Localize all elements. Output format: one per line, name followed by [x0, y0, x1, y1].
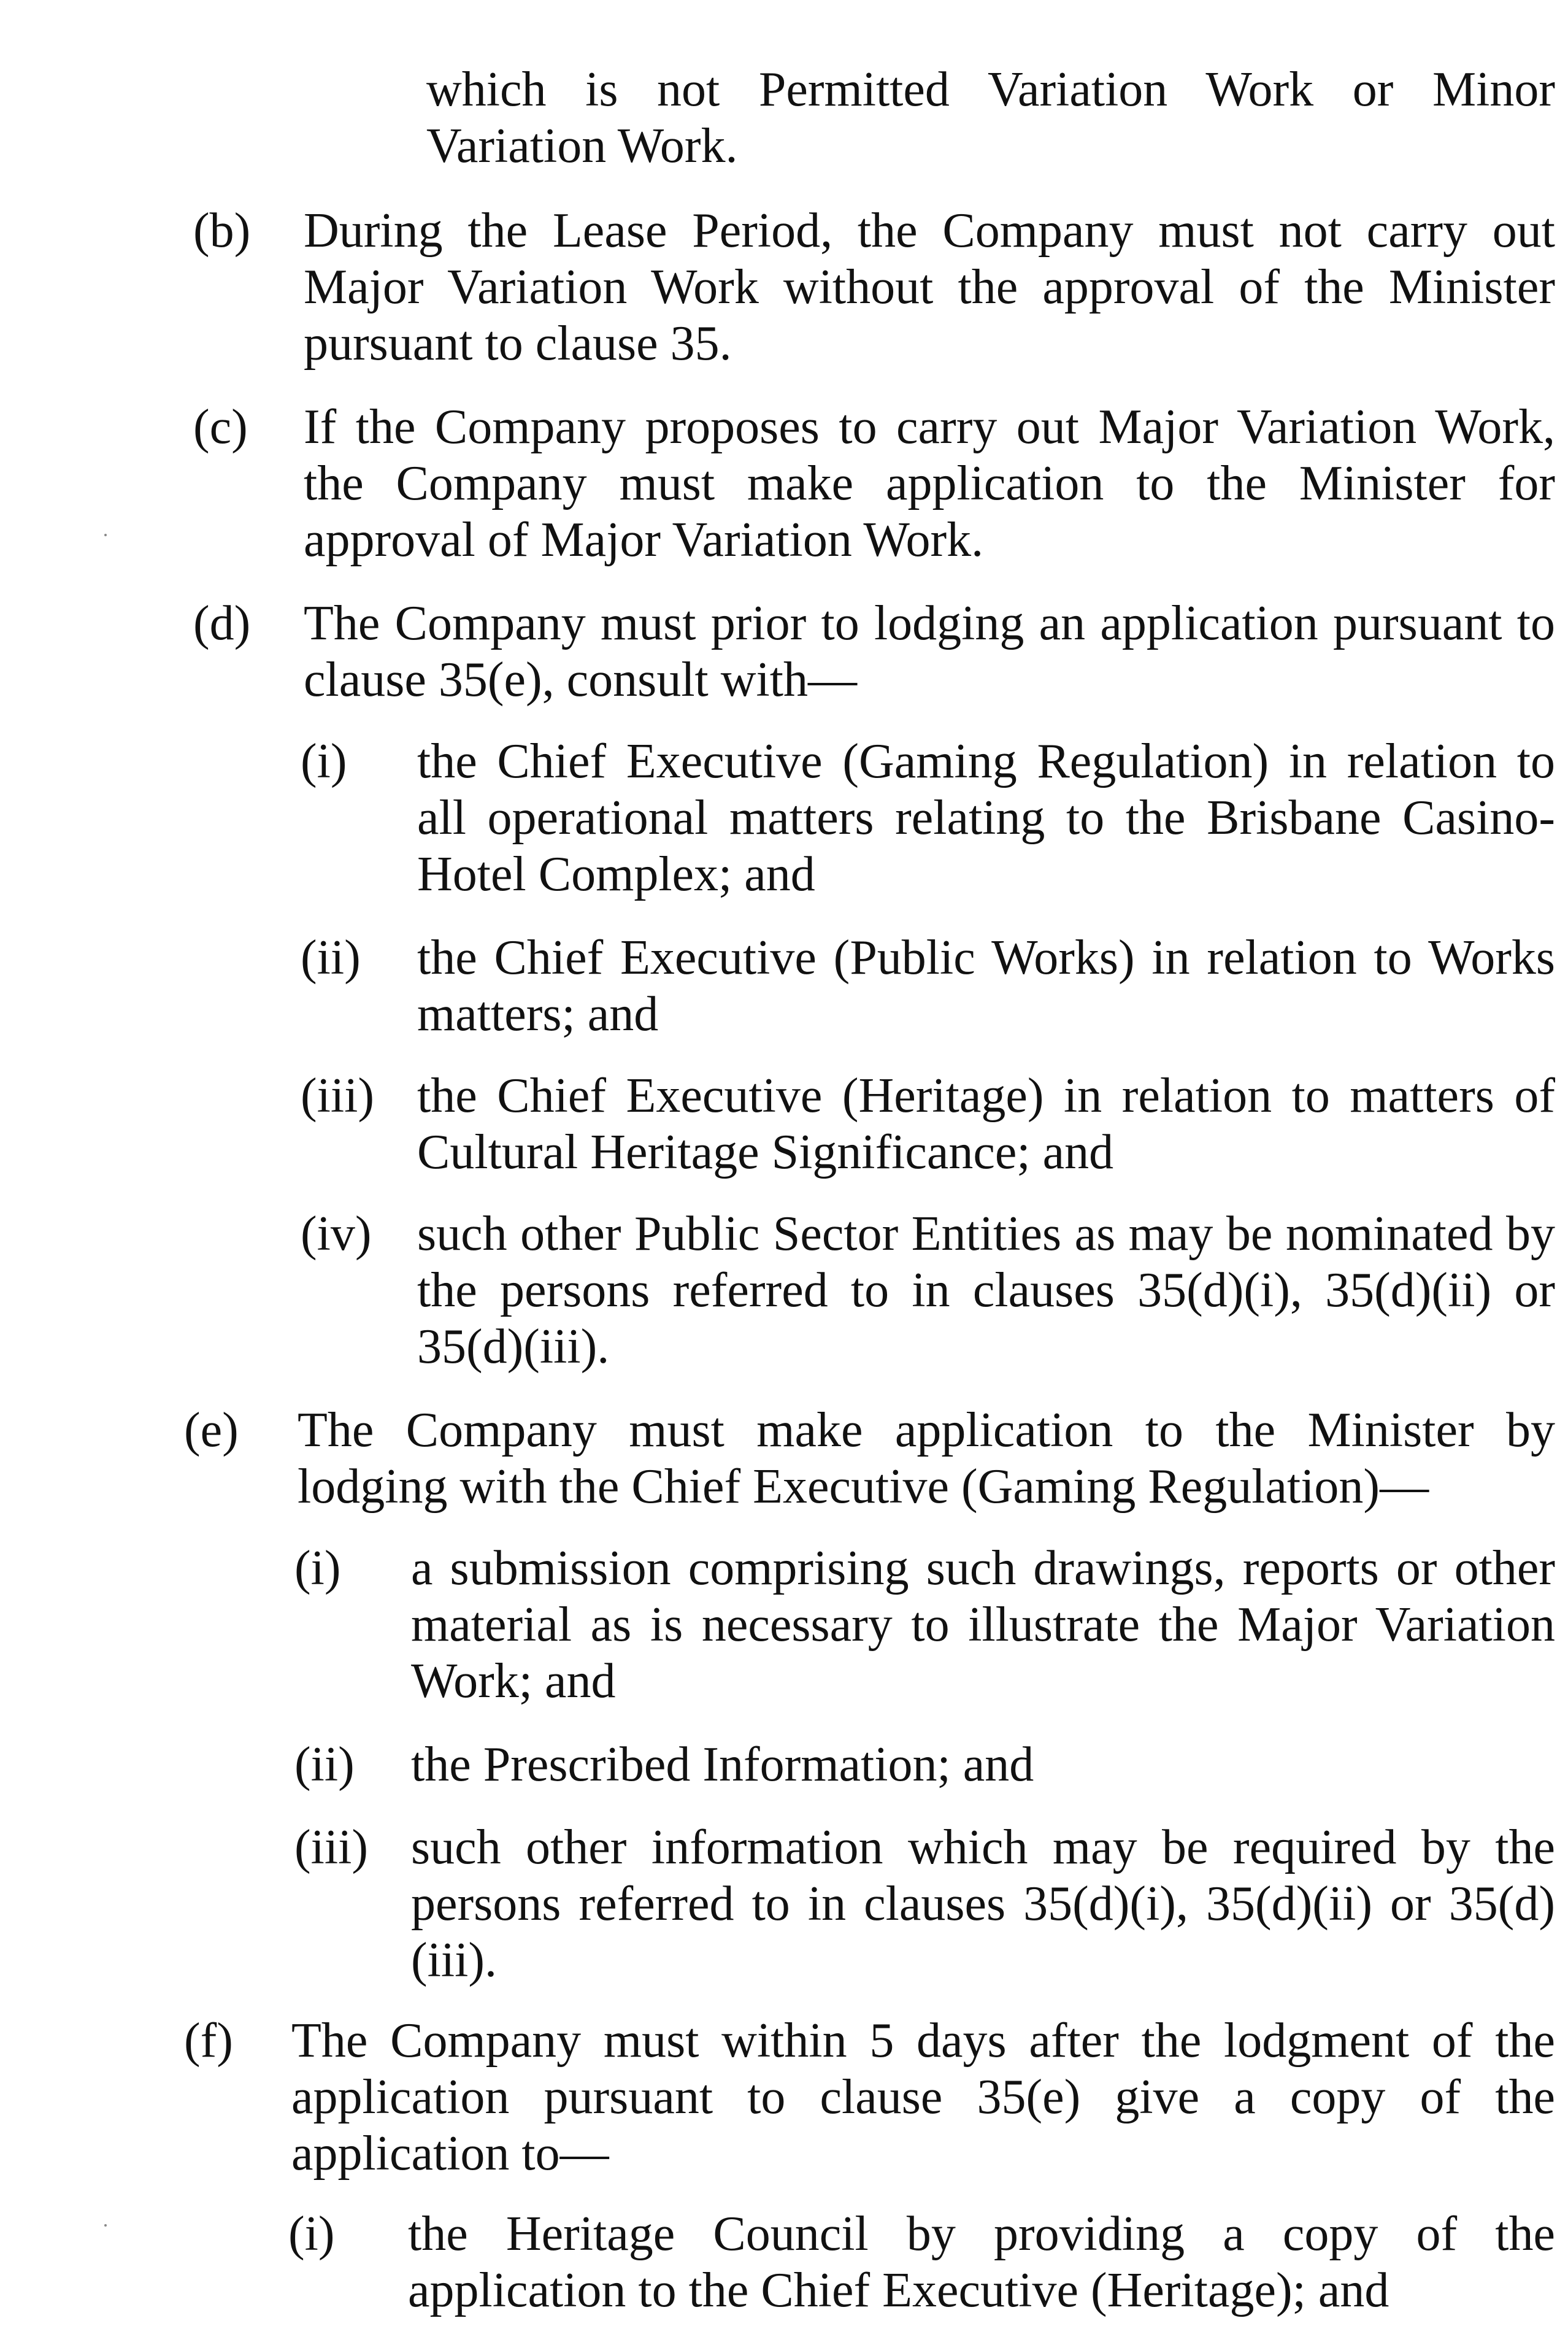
clause-e-text: The Company must make application to the Minister by lodging with the Chief Executive (Gaming Regulation)—: [298, 1403, 1555, 1514]
clause-d-iv-label: (iv): [301, 1207, 372, 1261]
clause-e-ii-label: (ii): [294, 1738, 355, 1792]
clause-b-label: (b): [193, 204, 251, 258]
intro-continuation: which is not Permitted Variation Work or Minor Variation Work.: [426, 63, 1555, 173]
clause-e-ii-text: the Prescribed Information; and: [411, 1738, 1034, 1792]
clause-f-label: (f): [184, 2014, 233, 2068]
clause-b-text: During the Lease Period, the Company must not carry out Major Variation Work without the approval of the Minister pursuant to clause 35.: [304, 204, 1555, 371]
clause-c-text: If the Company proposes to carry out Major Variation Work, the Company must make application to the Minister for approval of Major Variation Work.: [304, 400, 1555, 567]
clause-d-iii-text: the Chief Executive (Heritage) in relation to matters of Cultural Heritage Significance; and: [417, 1069, 1555, 1179]
clause-d-iii-label: (iii): [301, 1069, 374, 1123]
clause-d-iv-text: such other Public Sector Entities as may be nominated by the persons referred to in clauses 35(d)(i), 35(d)(ii) or 35(d)(iii).: [417, 1207, 1555, 1374]
clause-e-i-label: (i): [294, 1541, 341, 1595]
clause-e-iii-label: (iii): [294, 1820, 368, 1874]
clause-e-i-text: a submission comprising such drawings, reports or other material as is necessary to illustrate the Major Variation Work; and: [411, 1541, 1555, 1708]
clause-d-ii-label: (ii): [301, 931, 361, 985]
clause-d-i-text: the Chief Executive (Gaming Regulation) in relation to all operational matters relating to the Brisbane Casino-Hotel Complex; and: [417, 734, 1555, 901]
clause-f-i-label: (i): [288, 2207, 335, 2261]
clause-c-label: (c): [193, 400, 248, 454]
clause-f-text: The Company must within 5 days after the lodgment of the application pursuant to clause 35(e) give a copy of the application to—: [291, 2014, 1555, 2181]
scan-speck: [104, 534, 107, 536]
clause-d-label: (d): [193, 596, 251, 650]
clause-d-i-label: (i): [301, 734, 347, 788]
clause-d-text: The Company must prior to lodging an application pursuant to clause 35(e), consult with—: [304, 596, 1555, 707]
scan-speck: [104, 2224, 107, 2227]
clause-f-i-text: the Heritage Council by providing a copy of the application to the Chief Executive (Heritage); and: [408, 2207, 1555, 2317]
clause-e-iii-text: such other information which may be required by the persons referred to in clauses 35(d)(i), 35(d)(ii) or 35(d)(iii).: [411, 1820, 1555, 1987]
clause-e-label: (e): [184, 1403, 239, 1457]
clause-d-ii-text: the Chief Executive (Public Works) in relation to Works matters; and: [417, 931, 1555, 1041]
